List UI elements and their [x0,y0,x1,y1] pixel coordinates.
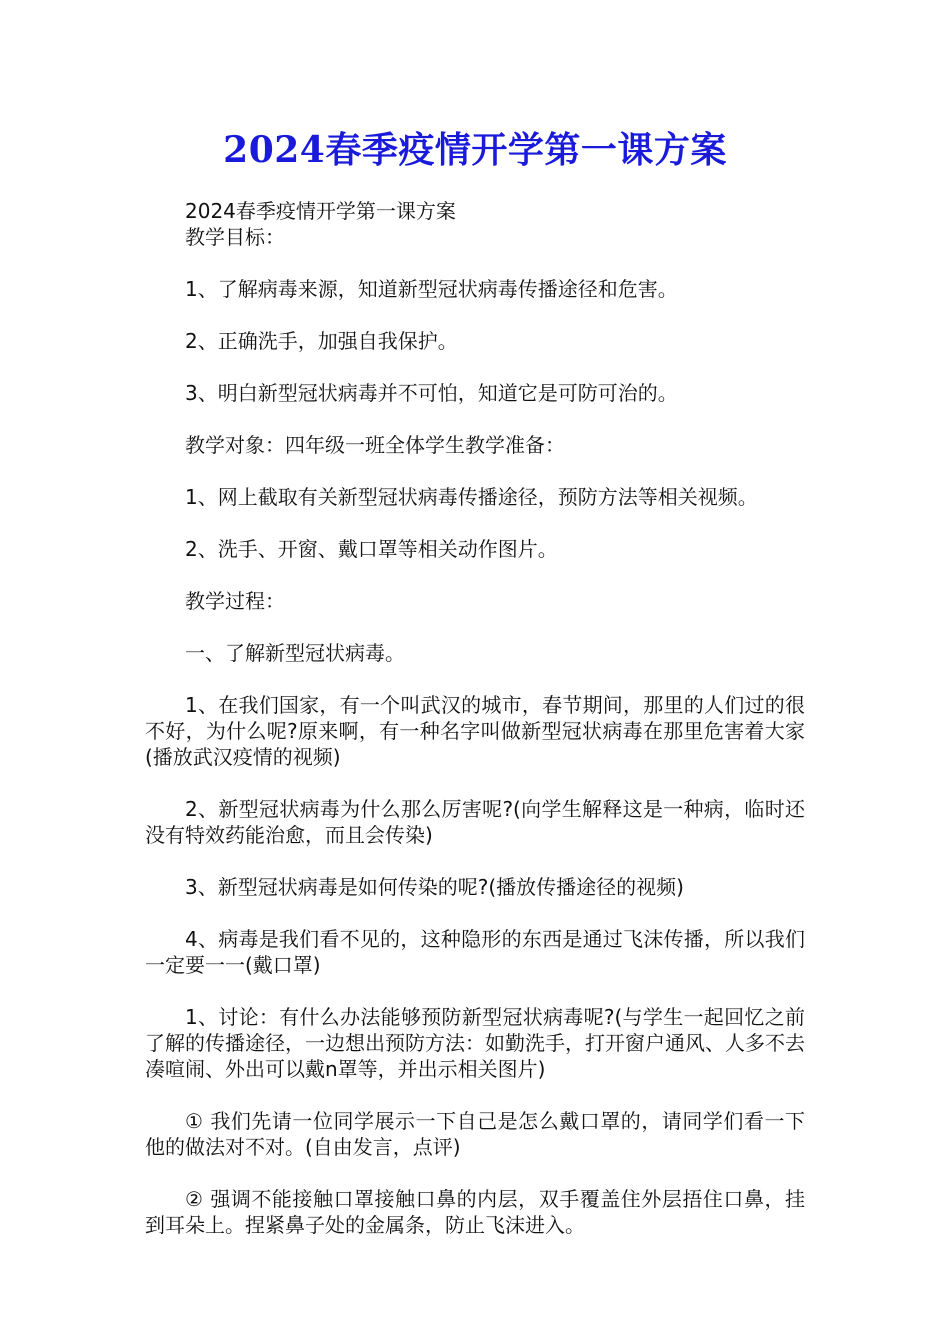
paragraph-teaching-target: 教学对象：四年级一班全体学生教学准备： [185,433,565,457]
paragraph-process-1: 1、在我们国家，有一个叫武汉的城市，春节期间，那里的人们过的很不好，为什么呢?原来啊，有一种名字叫做新型冠状病毒在那里危害着大家(播放武汉疫情的视频) [145,693,805,769]
paragraph-process-heading: 教学过程： [185,589,285,613]
paragraph-goal-3: 3、明白新型冠状病毒并不可怕，知道它是可防可治的。 [185,381,678,405]
paragraph-circled-1: ① 我们先请一位同学展示一下自己是怎么戴口罩的，请同学们看一下他的做法对不对。(自由发言，点评) [145,1109,805,1159]
paragraph-teaching-goals-heading: 教学目标： [185,225,285,249]
paragraph-process-2: 2、新型冠状病毒为什么那么厉害呢?(向学生解释这是一种病，临时还没有特效药能治愈，而且会传染) [145,797,805,847]
paragraph-goal-2: 2、正确洗手，加强自我保护。 [185,329,458,353]
paragraph-process-4: 4、病毒是我们看不见的，这种隐形的东西是通过飞沫传播，所以我们一定要一一(戴口罩) [145,927,805,977]
document-body [145,198,805,1238]
document-title: 2024春季疫情开学第一课方案 [223,129,727,171]
paragraph-discussion-1: 1、讨论：有什么办法能够预防新型冠状病毒呢?(与学生一起回忆之前了解的传播途径，一边想出预防方法：如勤洗手，打开窗户通风、人多不去凑喧闹、外出可以戴n罩等，并出示相关图片) [145,1005,805,1081]
paragraph-section-1-heading: 一、了解新型冠状病毒。 [185,641,405,665]
paragraph-prep-1: 1、网上截取有关新型冠状病毒传播途径，预防方法等相关视频。 [185,485,758,509]
paragraph-goal-1: 1、了解病毒来源，知道新型冠状病毒传播途径和危害。 [185,277,678,301]
paragraph-process-3: 3、新型冠状病毒是如何传染的呢?(播放传播途径的视频) [185,875,684,899]
paragraph-subtitle: 2024春季疫情开学第一课方案 [185,199,456,223]
paragraph-circled-2: ② 强调不能接触口罩接触口鼻的内层，双手覆盖住外层捂住口鼻，挂到耳朵上。捏紧鼻子处的金属条，防止飞沫进入。 [145,1187,805,1237]
paragraph-prep-2: 2、洗手、开窗、戴口罩等相关动作图片。 [185,537,558,561]
